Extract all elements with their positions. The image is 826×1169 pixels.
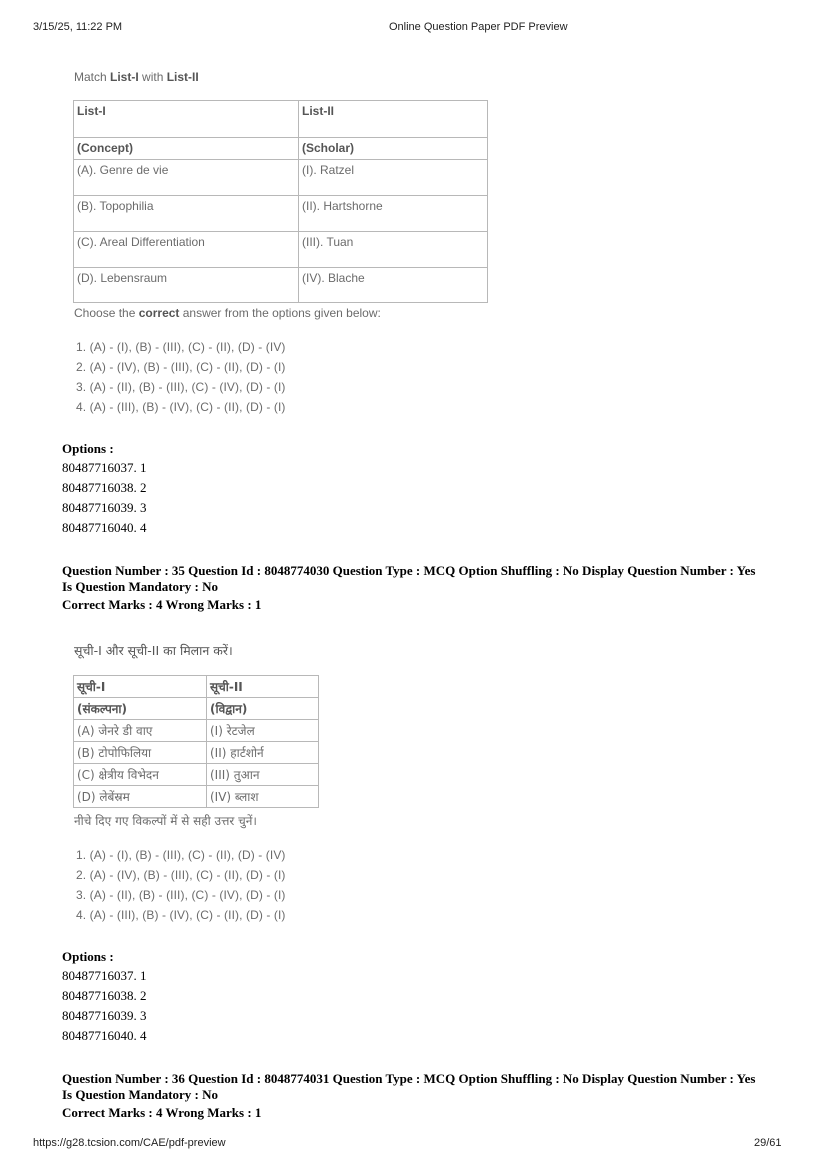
list1-subheader: (Concept)	[74, 138, 299, 160]
q35-meta-line: Is Question Mandatory : No	[62, 579, 219, 594]
option-item: 80487716039. 3	[62, 500, 147, 515]
table-cell: (IV) ब्लाश	[207, 786, 319, 808]
table-cell: (III) तुआन	[207, 764, 319, 786]
table-cell: (B). Topophilia	[74, 196, 299, 232]
q34-choose-text: Choose the correct answer from the options given below:	[74, 306, 381, 320]
footer-url: https://g28.tcsion.com/CAE/pdf-preview	[33, 1137, 226, 1149]
q35-meta-line: Correct Marks : 4 Wrong Marks : 1	[62, 597, 262, 612]
list2-header: List-II	[299, 101, 488, 138]
q34-instruction: Match List-I with List-II	[74, 70, 199, 84]
list1-header: सूची-I	[74, 676, 207, 698]
list2-subheader: (विद्वान)	[207, 698, 319, 720]
option-item: 80487716040. 4	[62, 1028, 147, 1043]
q35-options-label: Options :	[62, 949, 114, 964]
option-item: 80487716040. 4	[62, 520, 147, 535]
q35-meta-line: Question Number : 35 Question Id : 8048774030 Question Type : MCQ Option Shuffling : No Display Question Number : Yes	[62, 563, 756, 578]
option-item: 80487716037. 1	[62, 968, 147, 983]
table-cell: (II). Hartshorne	[299, 196, 488, 232]
table-cell: (A) जेनरे डी वाए	[74, 720, 207, 742]
table-cell: (C). Areal Differentiation	[74, 232, 299, 268]
option-item: 80487716039. 3	[62, 1008, 147, 1023]
answer-choice: 4. (A) - (III), (B) - (IV), (C) - (II), (D) - (I)	[76, 400, 286, 414]
table-cell: (I) रेटजेल	[207, 720, 319, 742]
table-cell: (I). Ratzel	[299, 160, 488, 196]
answer-choice: 1. (A) - (I), (B) - (III), (C) - (II), (D) - (IV)	[76, 848, 286, 862]
q36-meta-line: Question Number : 36 Question Id : 8048774031 Question Type : MCQ Option Shuffling : No Display Question Number : Yes	[62, 1071, 756, 1086]
page-number: 29/61	[754, 1137, 782, 1149]
print-title: Online Question Paper PDF Preview	[389, 21, 568, 33]
q36-meta	[62, 1071, 802, 1121]
print-datetime: 3/15/25, 11:22 PM	[33, 21, 123, 33]
q35-instruction: सूची-I और सूची-II का मिलान करें।	[74, 643, 233, 658]
table-cell: (A). Genre de vie	[74, 160, 299, 196]
q34-answer-list	[76, 337, 286, 417]
table-cell: (IV). Blache	[299, 268, 488, 303]
list2-subheader: (Scholar)	[299, 138, 488, 160]
table-cell: (D). Lebensraum	[74, 268, 299, 303]
answer-choice: 3. (A) - (II), (B) - (III), (C) - (IV), (D) - (I)	[76, 380, 286, 394]
answer-choice: 3. (A) - (II), (B) - (III), (C) - (IV), (D) - (I)	[76, 888, 286, 902]
q36-meta-line: Is Question Mandatory : No	[62, 1087, 219, 1102]
answer-choice: 2. (A) - (IV), (B) - (III), (C) - (II), (D) - (I)	[76, 868, 286, 882]
q35-choose-text: नीचे दिए गए विकल्पों में से सही उत्तर चुनें।	[74, 814, 257, 828]
answer-choice: 4. (A) - (III), (B) - (IV), (C) - (II), (D) - (I)	[76, 908, 286, 922]
q35-match-table	[73, 675, 319, 808]
option-item: 80487716037. 1	[62, 460, 147, 475]
q36-meta-line: Correct Marks : 4 Wrong Marks : 1	[62, 1105, 262, 1120]
list2-header: सूची-II	[207, 676, 319, 698]
table-cell: (C) क्षेत्रीय विभेदन	[74, 764, 207, 786]
q34-options-label: Options :	[62, 441, 114, 456]
q35-meta	[62, 563, 802, 613]
table-cell: (B) टोपोफिलिया	[74, 742, 207, 764]
option-item: 80487716038. 2	[62, 988, 147, 1003]
table-cell: (II) हार्टशोर्न	[207, 742, 319, 764]
q35-answer-list	[76, 845, 286, 925]
list1-header: List-I	[74, 101, 299, 138]
table-cell: (III). Tuan	[299, 232, 488, 268]
answer-choice: 2. (A) - (IV), (B) - (III), (C) - (II), (D) - (I)	[76, 360, 286, 374]
answer-choice: 1. (A) - (I), (B) - (III), (C) - (II), (D) - (IV)	[76, 340, 286, 354]
q34-match-table	[73, 100, 488, 303]
table-cell: (D) लेबेंस्रम	[74, 786, 207, 808]
option-item: 80487716038. 2	[62, 480, 147, 495]
list1-subheader: (संकल्पना)	[74, 698, 207, 720]
